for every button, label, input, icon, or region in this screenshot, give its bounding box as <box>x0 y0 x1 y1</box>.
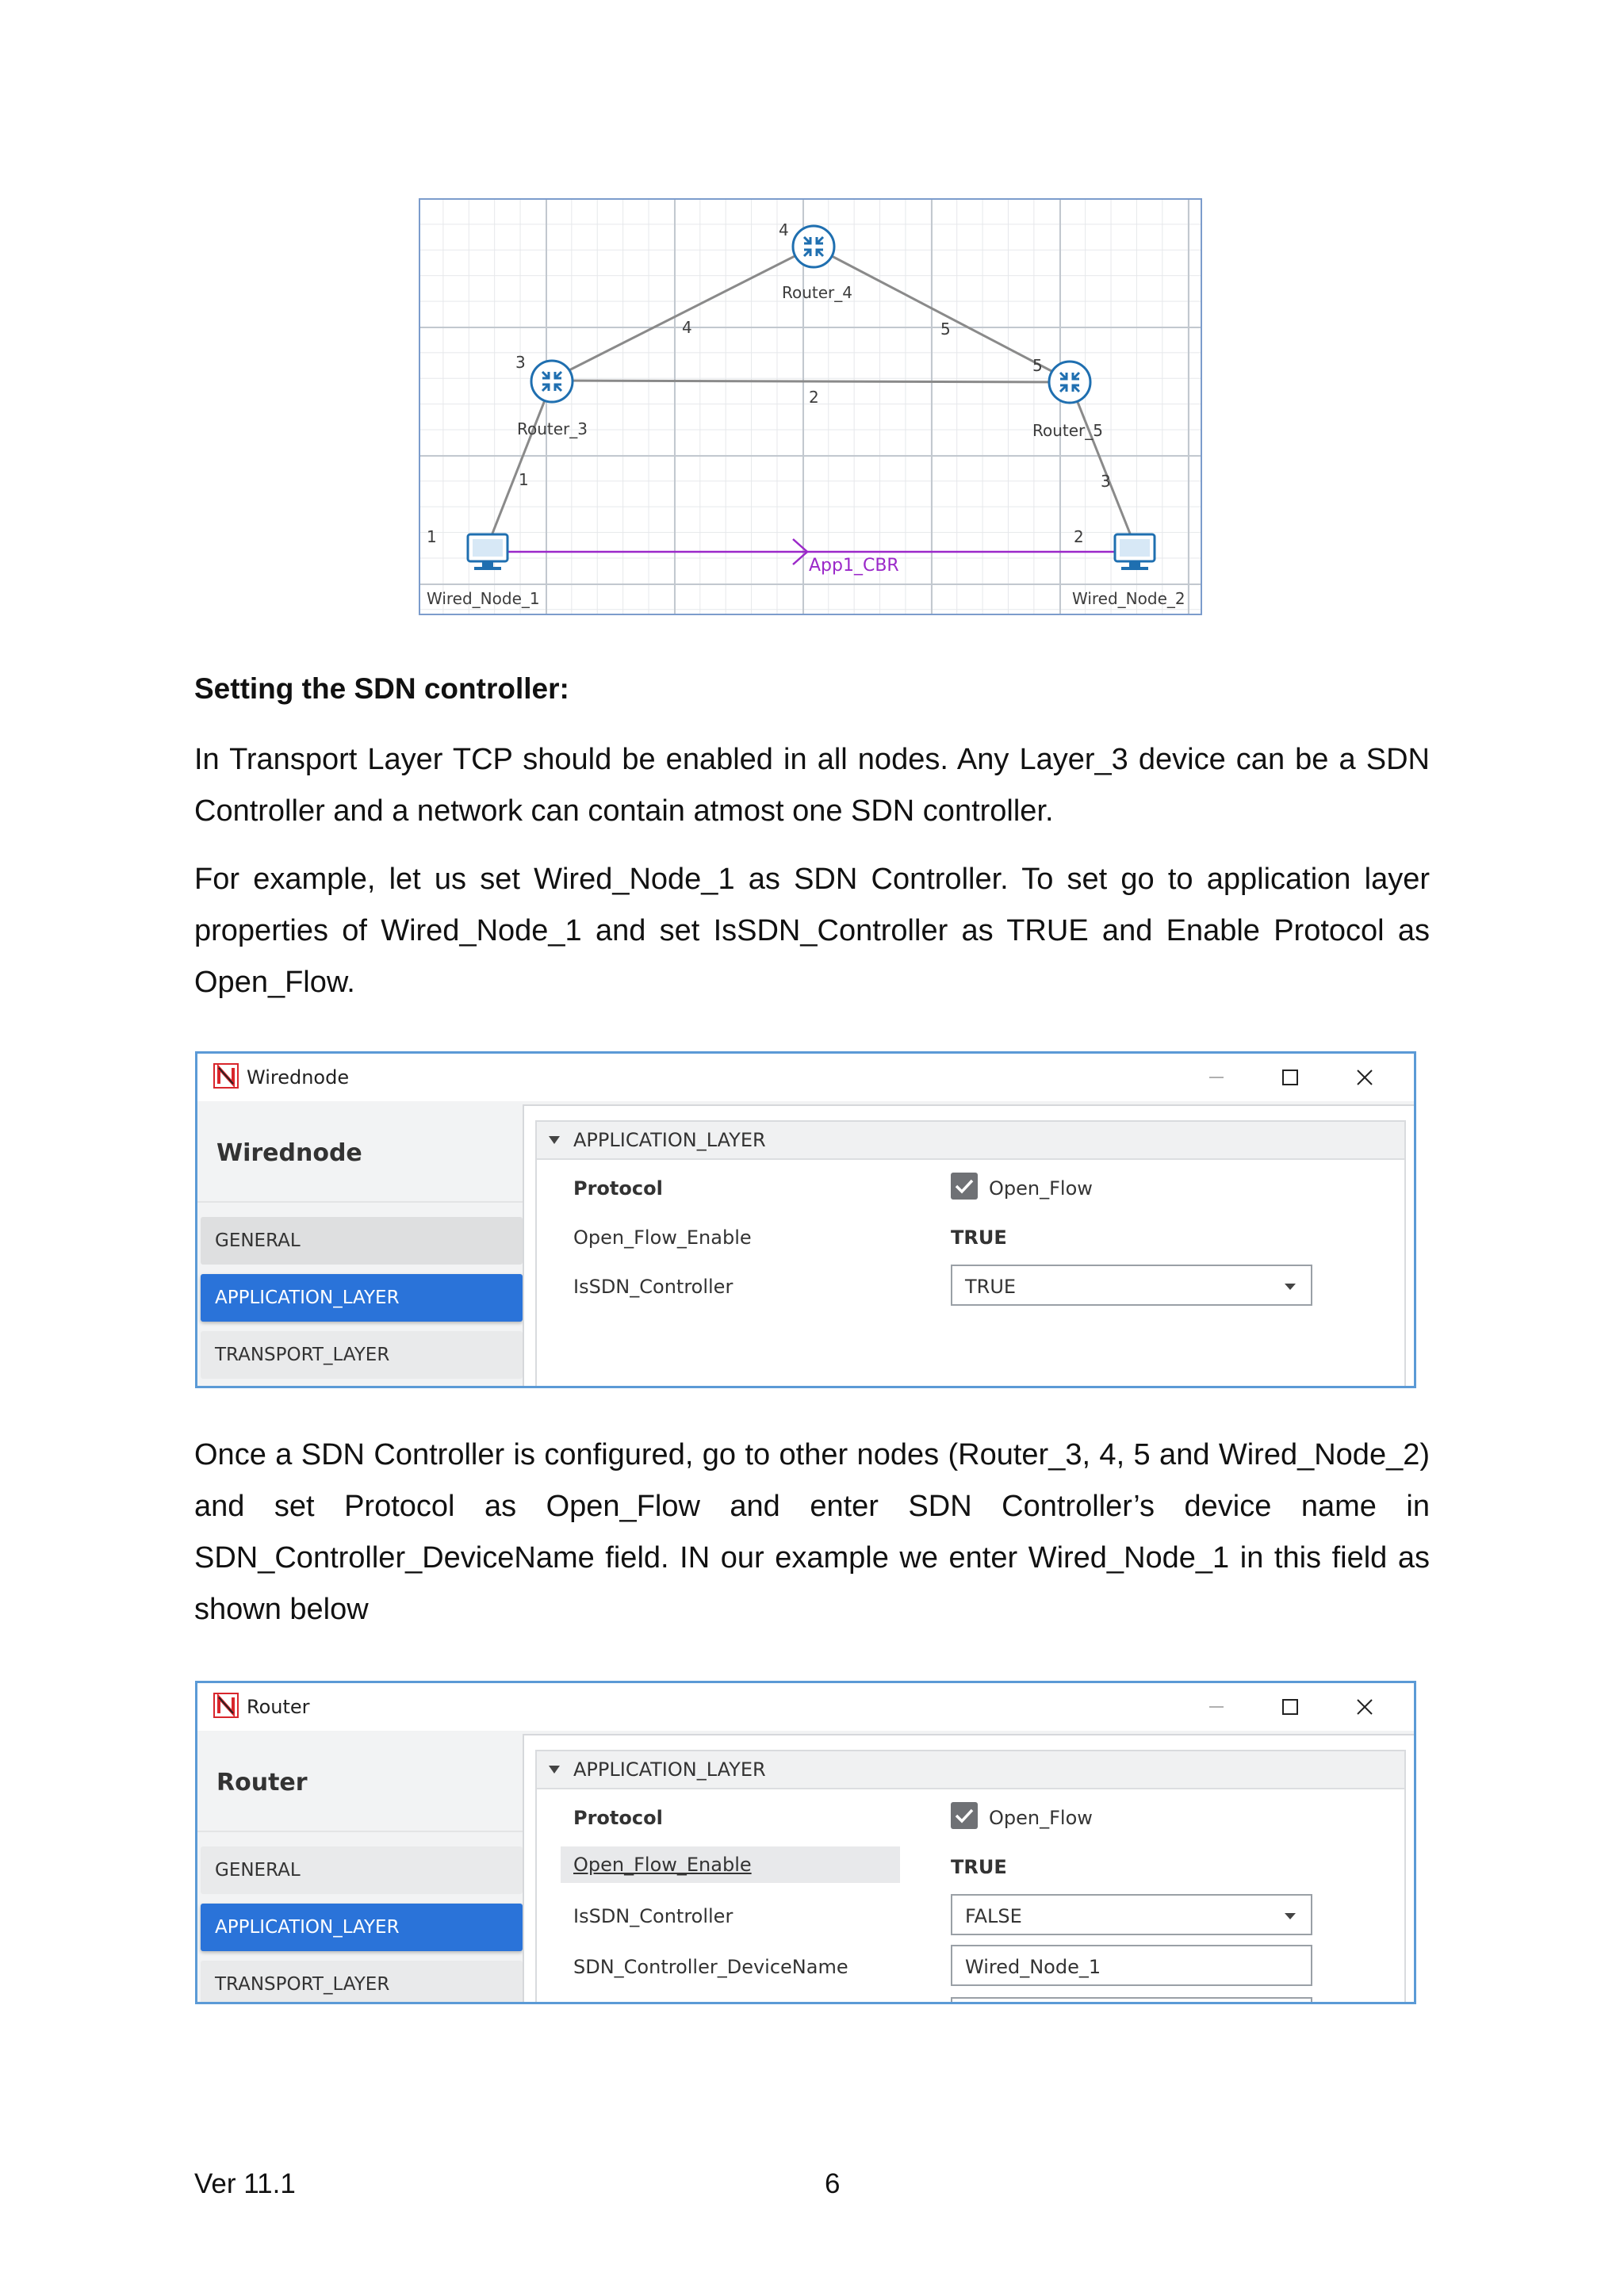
dialog-title: Wirednode <box>247 1066 350 1089</box>
section-header[interactable] <box>537 1751 1404 1789</box>
protocol-label: Protocol <box>573 1807 663 1829</box>
issdn-controller-label: IsSDN_Controller <box>573 1905 733 1927</box>
next-field-partial[interactable] <box>951 1997 1312 2004</box>
wired-node-2[interactable] <box>1115 534 1155 570</box>
footer-page-number: 6 <box>825 2168 841 2199</box>
router-5-label: Router_5 <box>1032 421 1104 440</box>
maximize-button[interactable] <box>1266 1060 1314 1095</box>
wired-node-1-port: 1 <box>427 527 437 546</box>
issdn-controller-label: IsSDN_Controller <box>573 1276 733 1298</box>
link-4[interactable] <box>552 247 814 379</box>
open-flow-enable-label[interactable]: Open_Flow_Enable <box>561 1846 900 1883</box>
wired-node-2-port: 2 <box>1074 527 1084 546</box>
dialog-titlebar <box>197 1683 1414 1731</box>
app-logo-icon <box>213 1693 239 1718</box>
open-flow-enable-value: TRUE <box>951 1226 1007 1249</box>
router-properties-dialog <box>195 1681 1416 2004</box>
issdn-controller-value: FALSE <box>965 1905 1022 1927</box>
dialog-title: Router <box>247 1696 310 1718</box>
protocol-checkbox[interactable] <box>951 1802 978 1829</box>
issdn-controller-select[interactable] <box>951 1894 1312 1935</box>
paragraph-3: Once a SDN Controller is configured, go to other nodes (Router_3, 4, 5 and Wired_Node_2) and set Protocol as Open_Flow and enter SDN Controller’s device name in SDN_Controller_DeviceName field. IN our example we enter Wired_Node_1 in this field as shown below <box>194 1438 1430 1626</box>
close-button[interactable] <box>1341 1689 1388 1724</box>
router-4-label: Router_4 <box>782 283 853 302</box>
sidebar-title: Router <box>216 1769 308 1797</box>
dropdown-arrow-icon <box>1284 1912 1297 1920</box>
nav-item-general[interactable]: GENERAL <box>201 1217 523 1265</box>
dialog-titlebar <box>197 1054 1414 1101</box>
properties-panel <box>523 1734 1414 2002</box>
link-3[interactable] <box>1070 382 1135 545</box>
collapse-triangle-icon <box>548 1765 561 1774</box>
router-4[interactable] <box>793 226 834 267</box>
link-label-1: 1 <box>519 470 529 489</box>
router-4-port: 4 <box>779 220 789 239</box>
app-logo-icon <box>213 1063 239 1089</box>
nav-item-application-layer[interactable]: APPLICATION_LAYER <box>201 1274 523 1322</box>
link-label-3: 3 <box>1101 472 1111 491</box>
section-title: APPLICATION_LAYER <box>573 1758 766 1781</box>
paragraph-1: In Transport Layer TCP should be enabled in all nodes. Any Layer_3 device can be a SDN Controller and a network can contain atmost one SDN controller. <box>194 743 1430 828</box>
close-button[interactable] <box>1341 1060 1388 1095</box>
wirednode-properties-dialog <box>195 1051 1416 1388</box>
link-label-5: 5 <box>940 320 951 339</box>
section-header[interactable] <box>537 1122 1404 1160</box>
properties-panel <box>523 1104 1414 1386</box>
application-layer-section <box>535 1120 1406 1388</box>
issdn-controller-value: TRUE <box>965 1276 1017 1298</box>
router-3-label: Router_3 <box>517 419 588 438</box>
network-canvas <box>420 200 1202 615</box>
sidebar-divider <box>197 1201 523 1203</box>
nav-item-transport-layer[interactable]: TRANSPORT_LAYER <box>201 1331 523 1379</box>
dropdown-arrow-icon <box>1284 1283 1297 1291</box>
router-5-port: 5 <box>1032 356 1043 375</box>
section-heading: Setting the SDN controller: <box>194 672 569 705</box>
maximize-button[interactable] <box>1266 1689 1314 1724</box>
open-flow-enable-value: TRUE <box>951 1856 1007 1878</box>
nav-item-transport-layer[interactable]: TRANSPORT_LAYER <box>201 1961 523 2004</box>
issdn-controller-select[interactable] <box>951 1265 1312 1306</box>
protocol-label: Protocol <box>573 1177 663 1200</box>
protocol-value: Open_Flow <box>989 1807 1093 1829</box>
protocol-value: Open_Flow <box>989 1177 1093 1200</box>
minimize-button[interactable] <box>1192 1689 1239 1724</box>
footer-version: Ver 11.1 <box>194 2168 296 2199</box>
sdn-controller-device-name-value: Wired_Node_1 <box>965 1956 1101 1978</box>
protocol-checkbox[interactable] <box>951 1173 978 1200</box>
network-diagram <box>419 198 1202 615</box>
sidebar-title: Wirednode <box>216 1139 362 1167</box>
link-1[interactable] <box>488 382 552 545</box>
router-3[interactable] <box>531 361 573 402</box>
router-5[interactable] <box>1049 362 1090 403</box>
router-3-port: 3 <box>515 353 526 372</box>
computer-icon <box>1115 534 1155 570</box>
link-label-2: 2 <box>809 388 819 407</box>
application-layer-section <box>535 1750 1406 2004</box>
sdn-controller-device-name-label: SDN_Controller_DeviceName <box>573 1956 848 1978</box>
link-5[interactable] <box>814 247 1070 381</box>
open-flow-enable-label: Open_Flow_Enable <box>573 1226 752 1249</box>
minimize-button[interactable] <box>1192 1060 1239 1095</box>
computer-icon <box>468 534 508 570</box>
wired-node-1-label: Wired_Node_1 <box>427 589 540 608</box>
nav-item-application-layer[interactable]: APPLICATION_LAYER <box>201 1904 523 1951</box>
link-label-4: 4 <box>682 318 692 337</box>
sidebar-divider <box>197 1831 523 1832</box>
sdn-controller-device-name-input[interactable] <box>951 1945 1312 1986</box>
collapse-triangle-icon <box>548 1135 561 1145</box>
wired-node-1[interactable] <box>468 534 508 570</box>
application-label: App1_CBR <box>809 556 899 576</box>
paragraph-2: For example, let us set Wired_Node_1 as SDN Controller. To set go to application layer properties of Wired_Node_1 and set IsSDN_Controller as TRUE and Enable Protocol as Open_Flow. <box>194 863 1430 999</box>
wired-node-2-label: Wired_Node_2 <box>1072 589 1185 608</box>
nav-item-general[interactable]: GENERAL <box>201 1846 523 1894</box>
section-title: APPLICATION_LAYER <box>573 1129 766 1151</box>
link-2[interactable] <box>552 381 1070 382</box>
